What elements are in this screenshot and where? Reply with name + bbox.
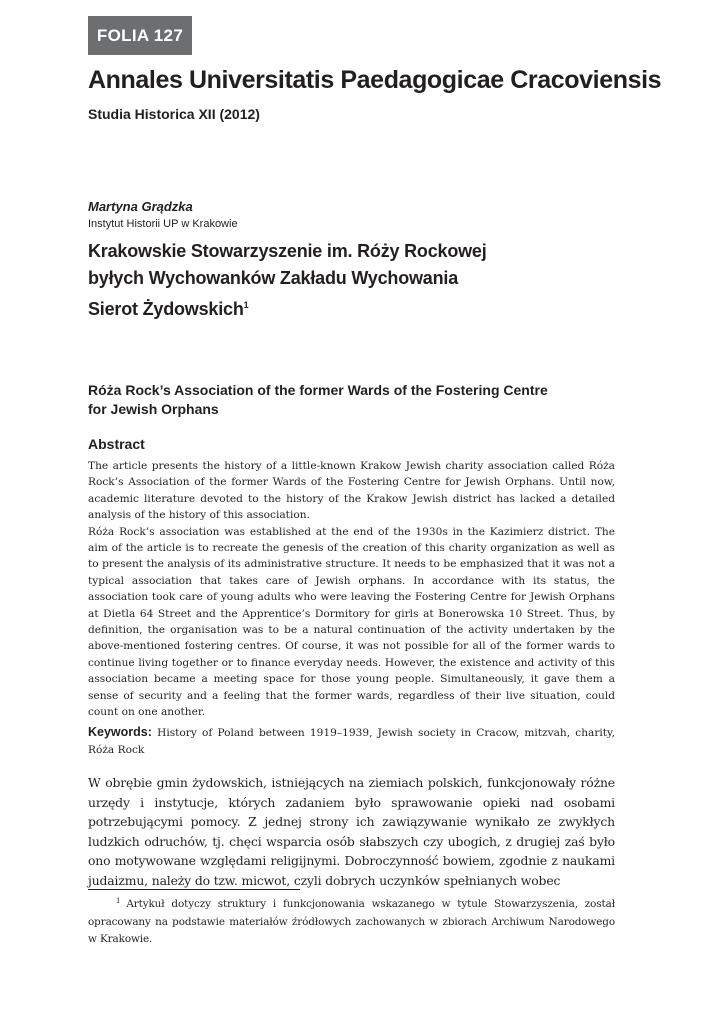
abstract-paragraph: The article presents the history of a little-known Krakow Jewish charity association called Róża Rock’s Association of the former Wards of the Fostering Centre for Jewish Orphans. Until now, academic literature devoted to the history of the Krakow Jewish district has lacked a detailed analysis of the history of this association. (88, 460, 615, 522)
abstract-paragraph: Róża Rock’s association was established at the end of the 1930s in the Kazimierz district. The aim of the article is to recreate the genesis of the creation of this charity organization as well as to present the analysis of its administrative structure. It needs to be emphasized that it was not a typical association that takes care of Jewish orphans. In accordance with its status, the association took care of young adults who were leaving the Fostering Centre for Jewish Orphans at Dietla 64 Street and the Apprentice’s Dormitory for girls at Bonerowska 10 Street. Thus, by definition, the organisation was to be a natural continuation of the activity undertaken by the above-mentioned fostering centres. Of course, it was not possible for all of the former wards to continue living together or to finance everyday needs. However, the existence and activity of this association became a meeting space for those young people. Simultaneously, it gave them a sense of security and a feeling that the former wards, regardless of their live situation, could count on one another. (88, 525, 615, 719)
article-title-line: Krakowskie Stowarzyszenie im. Róży Rockowej (88, 241, 487, 261)
folio-label: FOLIA 127 (96, 25, 184, 45)
footnote-separator (88, 889, 300, 890)
journal-title: Annales Universitatis Paedagogicae Cracoviensis (88, 66, 662, 94)
keywords-text: History of Poland between 1919–1939, Jewish society in Cracow, mitzvah, charity, Róża Rock (88, 727, 615, 756)
article-title-line-text: Sierot Żydowskich (88, 299, 244, 319)
article-title (88, 238, 608, 323)
english-title-line: for Jewish Orphans (88, 401, 219, 417)
footnote (88, 893, 615, 949)
journal-subtitle: Studia Historica XII (2012) (88, 106, 260, 122)
keywords-label: Keywords: (88, 725, 152, 739)
keywords (88, 724, 615, 759)
abstract-heading: Abstract (88, 436, 145, 452)
english-title (88, 381, 608, 419)
english-title-line: Róża Rock’s Association of the former Wards of the Fostering Centre (88, 382, 548, 398)
title-footnote-marker[interactable]: 1 (243, 300, 249, 310)
author-name: Martyna Grądzka (88, 199, 193, 214)
author-affiliation: Instytut Historii UP w Krakowie (88, 218, 238, 230)
body-text (88, 773, 615, 891)
article-title-line (88, 292, 608, 323)
body-paragraph: W obrębie gmin żydowskich, istniejących na ziemiach polskich, funkcjonowały różne urzędy i instytucje, których zadaniem było sprawowanie opieki nad osobami potrzebującymi pomocy. Z jednej strony ich zawiązywanie wynikało ze zwykłych ludzkich odruchów, tj. chęci wsparcia osób słabszych czy ubogich, z drugiej zaś było ono motywowane względami religijnymi. Dobroczynność bowiem, zgodnie z naukami judaizmu, należy do tzw. micwot, czyli dobrych uczynków spełnianych wobec (88, 775, 615, 888)
abstract-body (88, 458, 615, 721)
folio-badge (88, 16, 192, 55)
footnote-marker: 1 (116, 897, 121, 905)
footnote-text: Artykuł dotyczy struktury i funkcjonowania wskazanego w tytule Stowarzyszenia, został opracowany na podstawie materiałów źródłowych zachowanych w zbiorach Archiwum Narodowego w Krakowie. (88, 898, 615, 945)
article-title-line: byłych Wychowanków Zakładu Wychowania (88, 268, 459, 288)
